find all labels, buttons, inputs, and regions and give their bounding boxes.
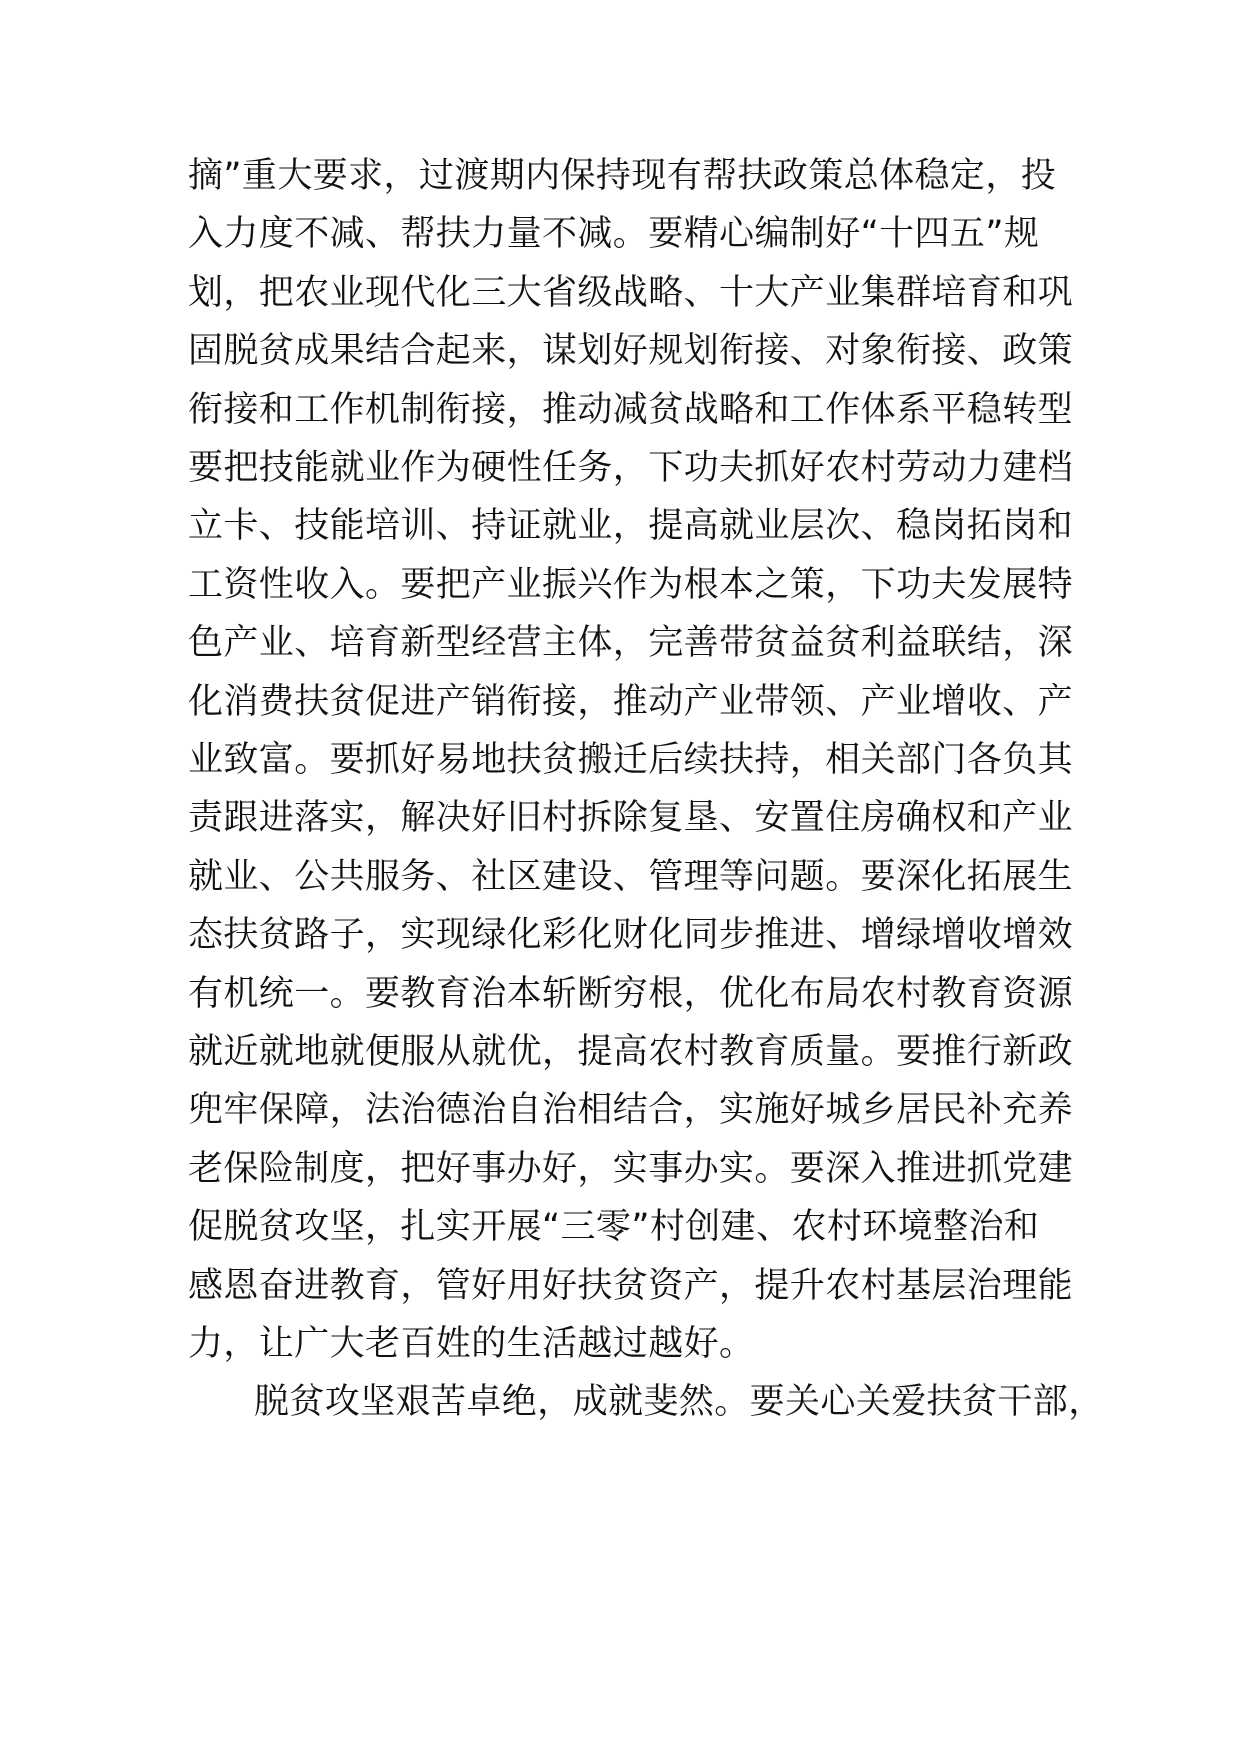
text-line: 入力度不减、帮扶力量不减。要精心编制好“十四五”规: [188, 214, 1040, 254]
text-line: 业致富。要抓好易地扶贫搬迁后续扶持，相关部门各负其: [188, 740, 1074, 780]
text-line: 就业、公共服务、社区建设、管理等问题。要深化拓展生: [188, 857, 1074, 897]
text-line: 态扶贫路子，实现绿化彩化财化同步推进、增绿增收增效: [188, 915, 1074, 955]
text-line: 有机统一。要教育治本斩断穷根，优化布局农村教育资源: [188, 974, 1074, 1014]
text-line: 工资性收入。要把产业振兴作为根本之策，下功夫发展特: [188, 565, 1074, 605]
text-line: 划，把农业现代化三大省级战略、十大产业集群培育和巩: [188, 273, 1074, 313]
text-line: 衔接和工作机制衔接，推动减贫战略和工作体系平稳转型: [188, 390, 1074, 430]
text-line: 老保险制度，把好事办好，实事办实。要深入推进抓党建: [188, 1149, 1074, 1189]
text-line: 兜牢保障，法治德治自治相结合，实施好城乡居民补充养: [188, 1090, 1074, 1130]
text-line: 化消费扶贫促进产销衔接，推动产业带领、产业增收、产: [188, 682, 1074, 722]
text-line: 立卡、技能培训、持证就业，提高就业层次、稳岗拓岗和: [188, 506, 1074, 546]
text-line: 色产业、培育新型经营主体，完善带贫益贫利益联结，深: [188, 623, 1074, 663]
text-line: 促脱贫攻坚，扎实开展“三零”村创建、农村环境整治和: [188, 1207, 1040, 1247]
text-line: 摘”重大要求，过渡期内保持现有帮扶政策总体稳定，投: [188, 156, 1057, 196]
text-line: 要把技能就业作为硬性任务，下功夫抓好农村劳动力建档: [188, 448, 1074, 488]
text-line: 就近就地就便服从就优，提高农村教育质量。要推行新政: [188, 1032, 1074, 1072]
text-line: 责跟进落实，解决好旧村拆除复垦、安置住房确权和产业: [188, 798, 1074, 838]
paragraph-first-line: 脱贫攻坚艰苦卓绝，成就斐然。要关心关爱扶贫干部，: [254, 1382, 1104, 1422]
text-line: 力，让广大老百姓的生活越过越好。: [188, 1324, 755, 1364]
text-line: 固脱贫成果结合起来，谋划好规划衔接、对象衔接、政策: [188, 331, 1074, 371]
text-line: 感恩奋进教育，管好用好扶贫资产，提升农村基层治理能: [188, 1266, 1074, 1306]
